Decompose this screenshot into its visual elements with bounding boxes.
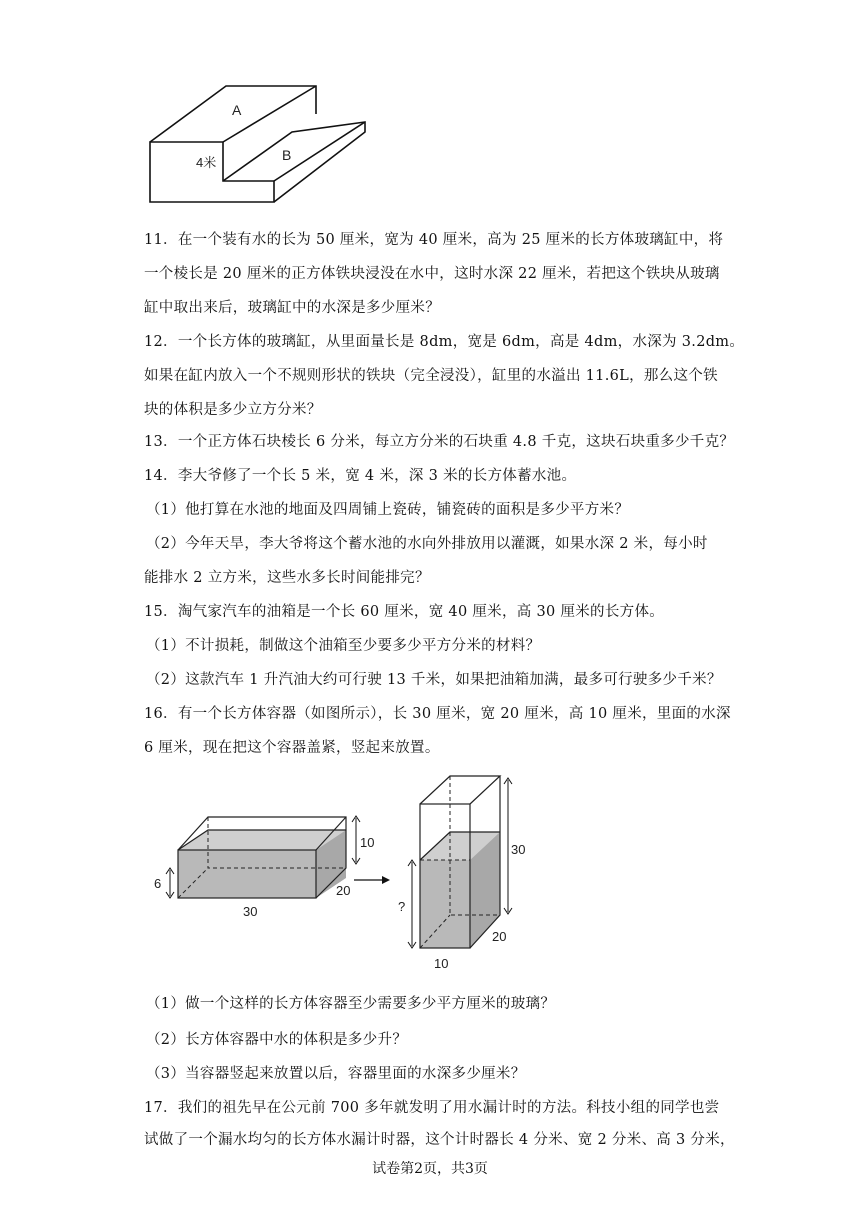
q11-line2: 一个棱长是 20 厘米的正方体铁块浸没在水中，这时水深 22 厘米，若把这个铁块从玻璃 bbox=[144, 266, 720, 282]
label-b: B bbox=[282, 147, 292, 163]
q13-line: 13．一个正方体石块棱长 6 分米，每立方分米的石块重 4.8 千克，这块石块重多少千克？ bbox=[144, 434, 735, 450]
label-4m: 4米 bbox=[196, 155, 217, 170]
q17-line1: 17．我们的祖先早在公元前 700 多年就发明了用水漏计时的方法。科技小组的同学也尝 bbox=[144, 1100, 720, 1116]
left-length-label: 30 bbox=[243, 904, 258, 919]
arrow-icon bbox=[354, 876, 390, 884]
q16-stem-line2: 6 厘米，现在把这个容器盖紧，竖起来放置。 bbox=[144, 740, 440, 756]
left-width-label: 20 bbox=[336, 883, 351, 898]
q15-part2: （2）这款汽车 1 升汽油大约可行驶 13 千米，如果把油箱加满，最多可行驶多少千米？ bbox=[146, 672, 722, 688]
q14-stem: 14．李大爷修了一个长 5 米，宽 4 米，深 3 米的长方体蓄水池。 bbox=[144, 468, 577, 484]
containers-figure bbox=[146, 770, 536, 975]
q14-part2-line2: 能排水 2 立方米，这些水多长时间能排完？ bbox=[144, 570, 430, 586]
left-height-label: 10 bbox=[360, 835, 375, 850]
right-width-label: 20 bbox=[492, 929, 507, 944]
label-a: A bbox=[232, 102, 242, 118]
q15-part1: （1）不计损耗，制做这个油箱至少要多少平方分米的材料？ bbox=[146, 638, 541, 654]
q12-line1: 12．一个长方体的玻璃缸，从里面量长是 8dm，宽是 6dm，高是 4dm，水深为 3.2dm。 bbox=[144, 334, 745, 350]
q12-line2: 如果在缸内放入一个不规则形状的铁块（完全浸没），缸里的水溢出 11.6L，那么这个铁 bbox=[144, 368, 718, 384]
right-length-label: 10 bbox=[434, 956, 449, 971]
page-footer: 试卷第2页，共3页 bbox=[372, 1161, 488, 1177]
q14-part2-line1: （2）今年天旱，李大爷将这个蓄水池的水向外排放用以灌溉，如果水深 2 米，每小时 bbox=[146, 536, 708, 552]
right-unknown-label: ? bbox=[398, 899, 406, 914]
stairs-figure bbox=[140, 78, 380, 208]
q12-line3: 块的体积是多少立方分米？ bbox=[144, 402, 322, 418]
q16-part3: （3）当容器竖起来放置以后，容器里面的水深多少厘米？ bbox=[146, 1066, 526, 1082]
left-water-label: 6 bbox=[154, 876, 162, 891]
q17-line2: 试做了一个漏水均匀的长方体水漏计时器，这个计时器长 4 分米、宽 2 分米、高 3 分米， bbox=[144, 1132, 735, 1148]
q16-part2: （2）长方体容器中水的体积是多少升？ bbox=[146, 1032, 408, 1048]
q11-line1: 11．在一个装有水的长为 50 厘米，宽为 40 厘米，高为 25 厘米的长方体玻璃缸中，将 bbox=[144, 232, 724, 248]
q16-stem-line1: 16．有一个长方体容器（如图所示），长 30 厘米，宽 20 厘米，高 10 厘米，里面的水深 bbox=[144, 706, 731, 722]
q11-line3: 缸中取出来后，玻璃缸中的水深是多少厘米？ bbox=[144, 300, 440, 316]
q14-part1: （1）他打算在水池的地面及四周铺上瓷砖，铺瓷砖的面积是多少平方米？ bbox=[146, 502, 630, 518]
q16-part1: （1）做一个这样的长方体容器至少需要多少平方厘米的玻璃？ bbox=[146, 996, 556, 1012]
right-height-label: 30 bbox=[511, 842, 526, 857]
q15-stem: 15．淘气家汽车的油箱是一个长 60 厘米，宽 40 厘米，高 30 厘米的长方体。 bbox=[144, 604, 665, 620]
